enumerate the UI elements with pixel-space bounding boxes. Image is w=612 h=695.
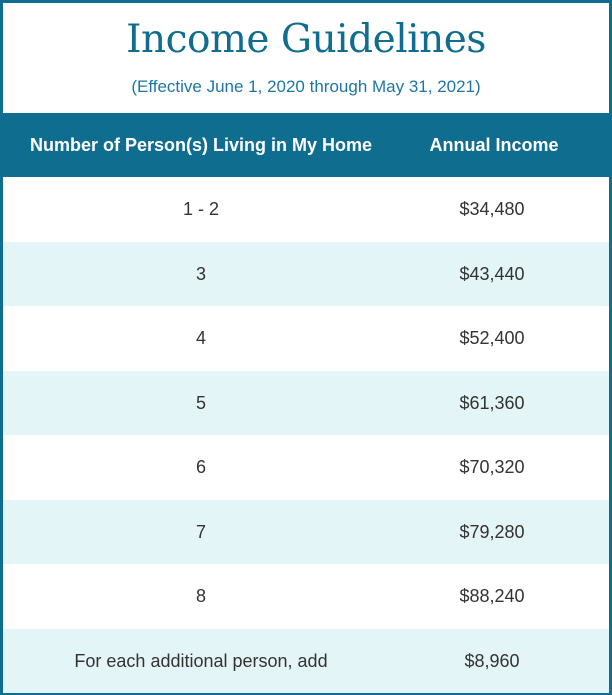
income-cell: $8,960 [464,650,520,671]
table-row [3,564,609,629]
persons-cell: 1 - 2 [182,199,220,219]
income-cell: $52,400 [459,328,525,348]
table-row [3,306,609,371]
table-row [3,177,609,242]
income-cell: $43,440 [459,263,525,284]
income-cell: $34,480 [459,199,525,219]
persons-cell: 8 [195,586,206,606]
table-body [3,177,609,693]
page-title: Income Guidelines [126,17,486,62]
persons-cell: 7 [195,521,206,542]
income-cell: $61,360 [459,392,525,413]
table-row-additional-person [3,629,609,694]
income-cell: $79,280 [459,521,525,542]
header-persons: Number of Person(s) Living in My Home [29,135,373,155]
table-row [3,242,609,307]
persons-cell: 5 [195,392,206,413]
persons-cell: 3 [195,263,206,284]
persons-cell: For each additional person, add [74,650,328,671]
persons-cell: 6 [195,457,206,477]
income-cell: $88,240 [459,586,525,606]
table-row [3,500,609,565]
persons-cell: 4 [195,328,206,348]
table-row [3,435,609,500]
table-row [3,371,609,436]
income-cell: $70,320 [459,457,525,477]
header-annual-income: Annual Income [429,135,559,155]
effective-dates-subtitle: (Effective June 1, 2020 through May 31, 2021) [131,77,481,96]
table-header [3,113,609,177]
